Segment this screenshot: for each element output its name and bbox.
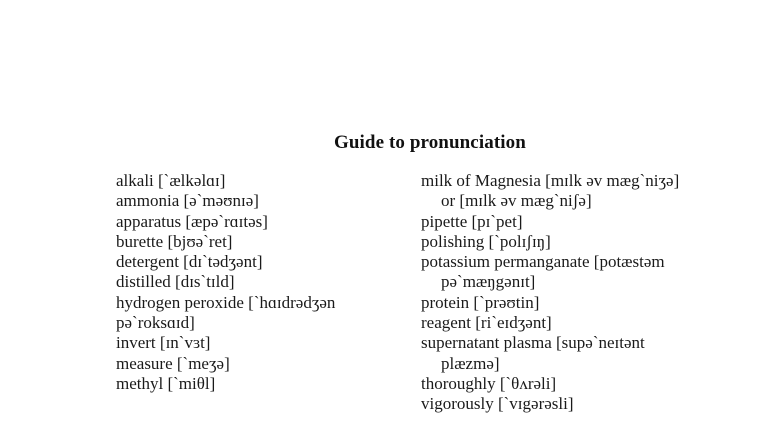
glossary-entry: hydrogen peroxide [`hɑɪdrədʒən	[116, 292, 336, 312]
glossary-entry: invert [ɪn`vɜt]	[116, 333, 211, 353]
left-column	[116, 171, 335, 394]
glossary-entry: burette [bjʊə`ret]	[116, 231, 233, 251]
right-column	[421, 171, 679, 415]
glossary-entry: milk of Magnesia [mɪlk əv mæg`niʒə]	[421, 171, 680, 190]
glossary-entry: detergent [dɪ`tədʒənt]	[116, 252, 263, 272]
glossary-entry: measure [`meʒə]	[116, 353, 230, 373]
glossary-entry: alkali [`ælkəlɑɪ]	[116, 171, 226, 190]
glossary-entry: protein [`prəʊtin]	[421, 292, 540, 312]
glossary-entry: supernatant plasma [supə`neɪtənt	[421, 333, 645, 353]
glossary-entry: vigorously [`vɪgərəsli]	[421, 394, 574, 414]
glossary-entry-continuation: plæzmə]	[441, 353, 500, 373]
glossary-entry: thoroughly [`θʌrəli]	[421, 373, 557, 393]
page-title: Guide to pronunciation	[334, 132, 526, 153]
glossary-entry: potassium permanganate [potæstəm	[421, 252, 665, 272]
glossary-entry: methyl [`miθl]	[116, 373, 216, 393]
glossary-entry: ammonia [ə`məʊnɪə]	[116, 191, 259, 211]
glossary-entry: pipette [pɪ`pet]	[421, 211, 523, 231]
glossary-entry: apparatus [æpə`rɑɪtəs]	[116, 211, 268, 231]
glossary-entry-continuation: pə`mæŋgənɪt]	[441, 272, 536, 292]
glossary-entry: reagent [ri`eɪdʒənt]	[421, 313, 552, 333]
glossary-entry: polishing [`polɪʃɪŋ]	[421, 231, 551, 251]
glossary-entry: pə`roksɑɪd]	[116, 313, 195, 333]
glossary-entry-continuation: or [mɪlk əv mæg`niʃə]	[441, 191, 592, 211]
glossary-entry: distilled [dɪs`tɪld]	[116, 272, 235, 292]
